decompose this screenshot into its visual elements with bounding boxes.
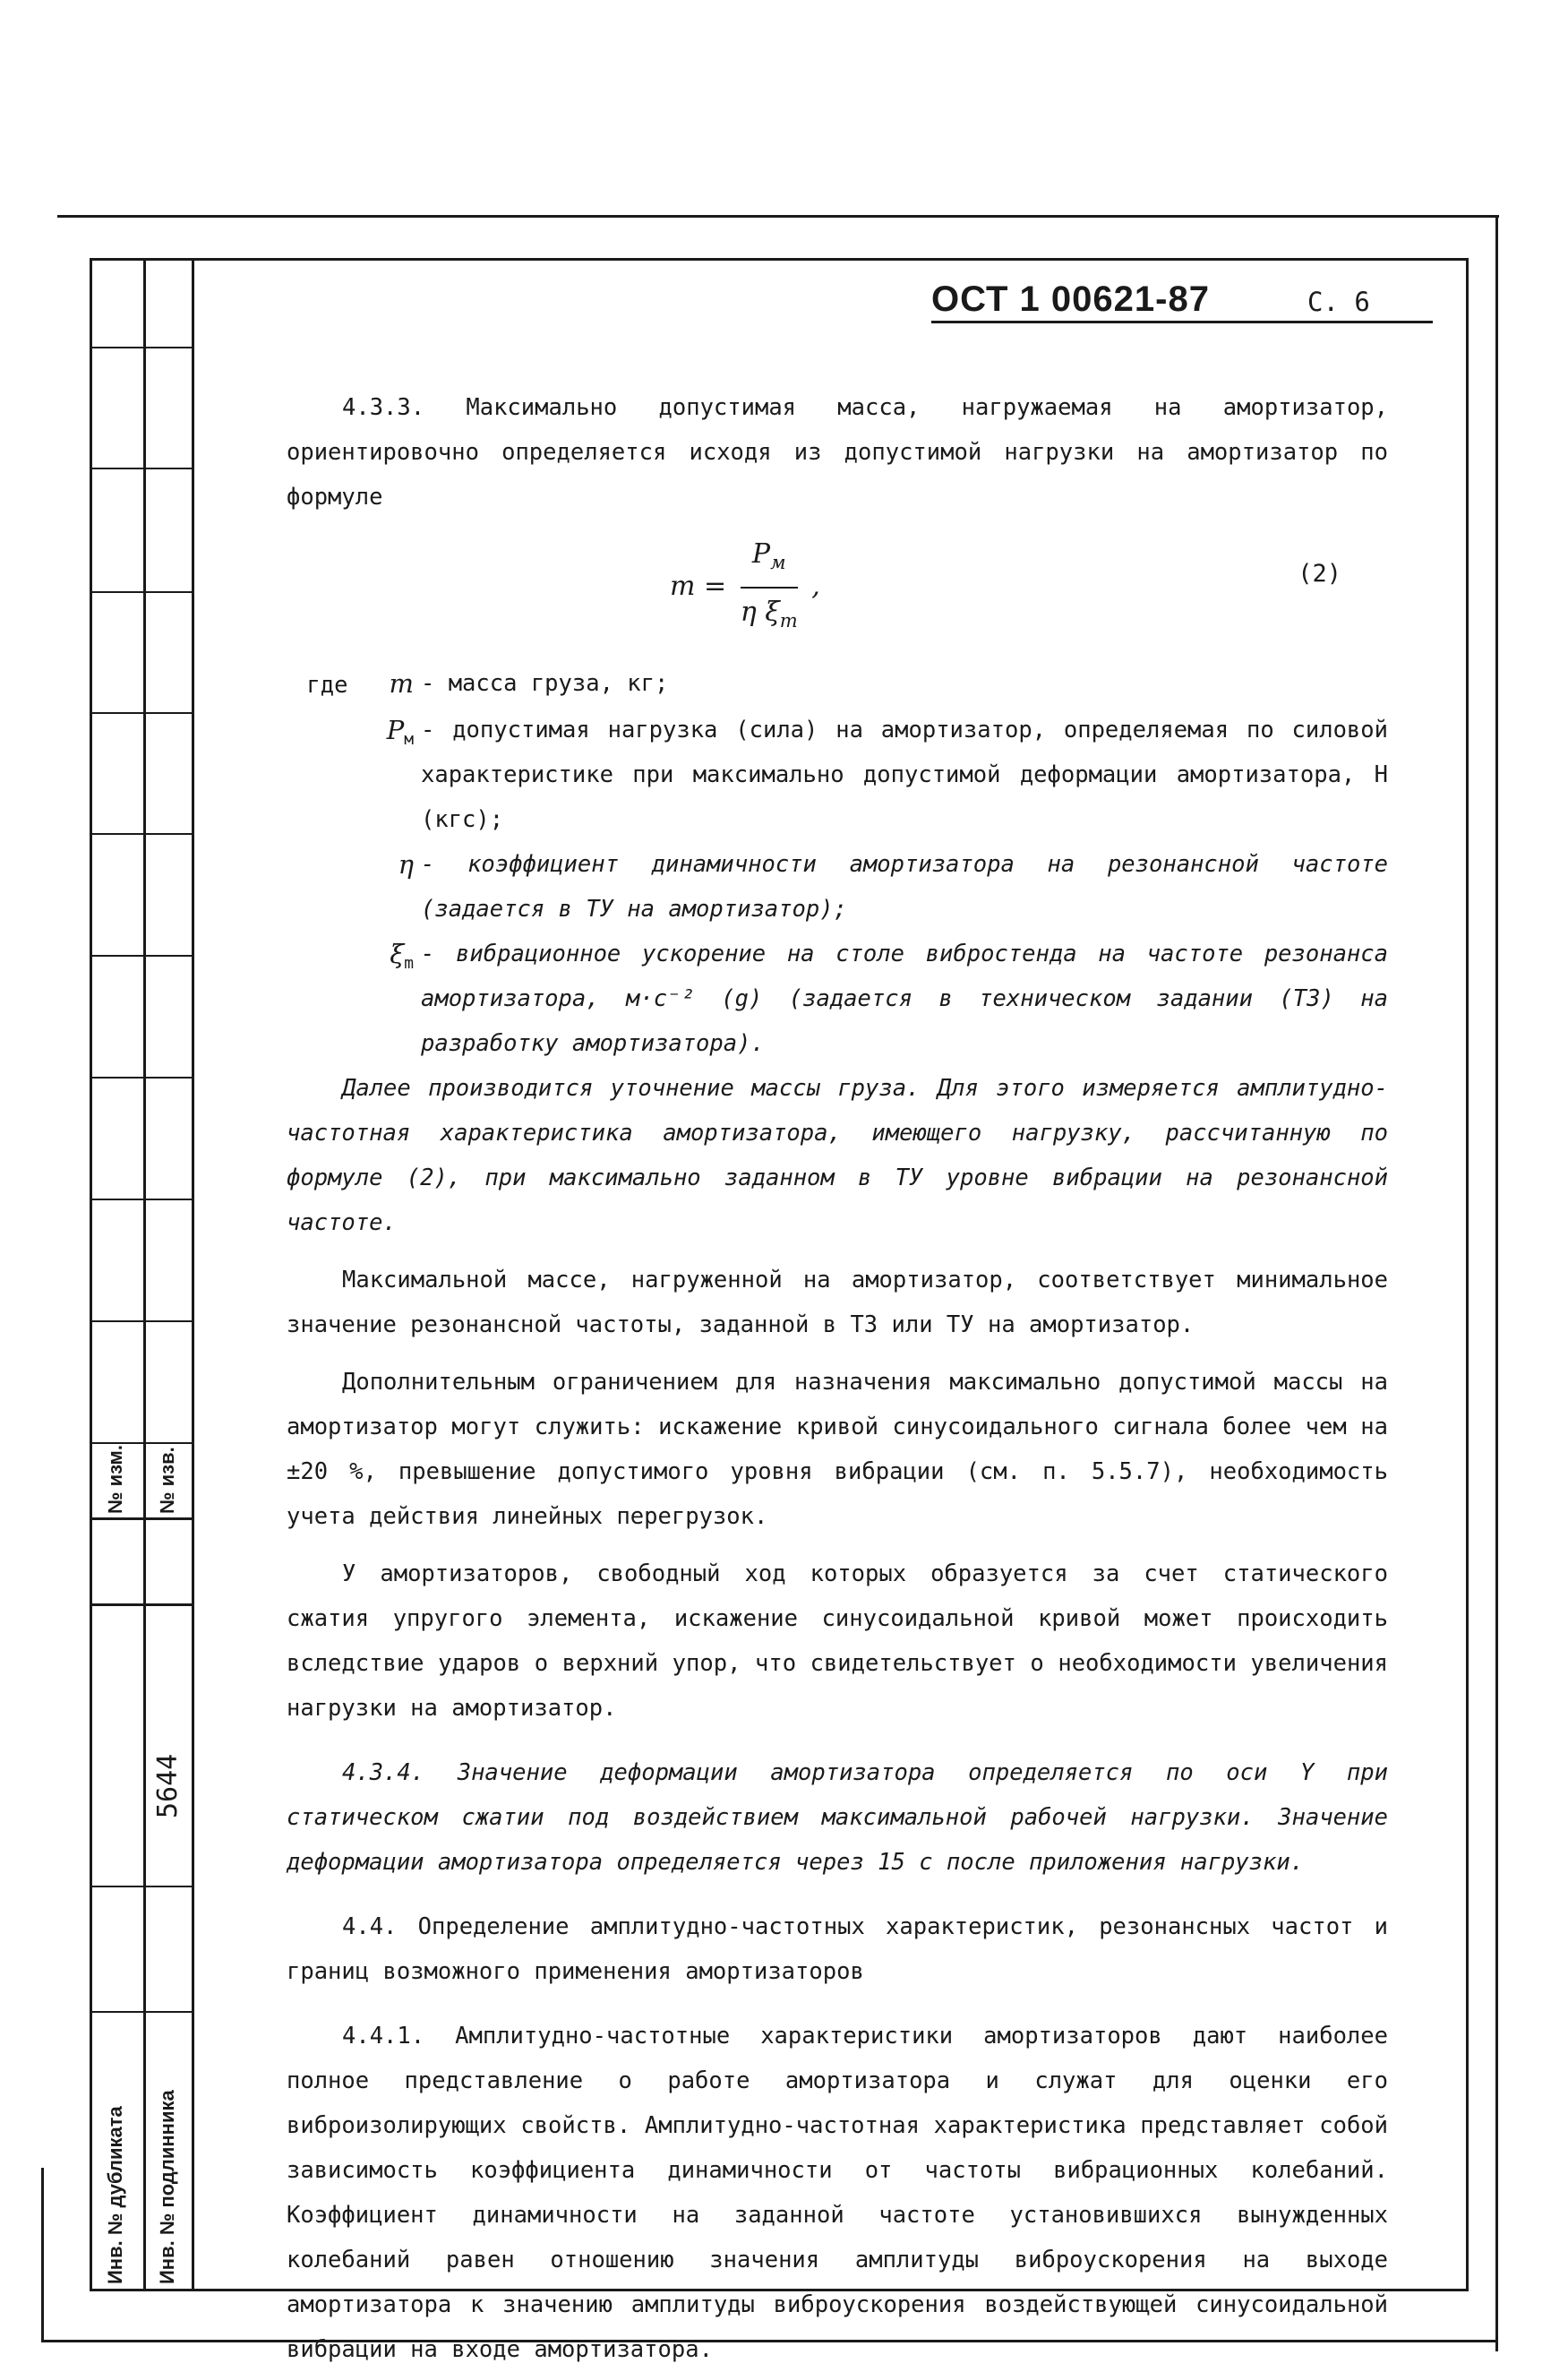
outer-right-line — [1495, 215, 1498, 2351]
stamp-left-line — [90, 258, 92, 2291]
stamp-hline — [90, 347, 193, 348]
den-symbol-xi: ξ — [765, 597, 780, 628]
para-additional-limit: Дополнительным ограничением для назначения максимально допустимой массы на амортизатор могут служить: искажение кривой синусоидального сигнала более чем на ±20 %, превышение допустимого уровня вибрации (см. п. 5.5.7), необходимость учета действия линейных перегрузок. — [287, 1369, 1388, 1530]
para-4-3-4: 4.3.4. Значение деформации амортизатора определяется по оси Y при статическом сжатии под воздействием максимальной рабочей нагрузки. Значение деформации амортизатора определяется через 15 с после приложения нагрузки. — [287, 1759, 1388, 1876]
page-number: С. 6 — [1307, 287, 1370, 317]
stamp-hline — [90, 1199, 193, 1200]
where-word: где — [306, 672, 348, 699]
stamp-hline — [90, 833, 193, 835]
formula-fraction — [741, 532, 798, 643]
para-4-3-3: 4.3.3. Максимально допустимая масса, нагружаемая на амортизатор, ориентировочно определяется исходя из допустимой нагрузки на амортизатор по формуле — [287, 394, 1388, 511]
formula-eq: = — [704, 571, 727, 602]
para-4-4-1: 4.4.1. Амплитудно-частотные характеристики амортизаторов дают наиболее полное представление о работе амортизатора и служат для оценки его виброизолирующих свойств. Амплитудно-частотная характеристика представляет собой зависимость коэффициента динамичности от частоты вибрационных колебаний. Коэффициент динамичности на заданной частоте установившихся вынужденных колебаний равен отношению значения амплитуды виброускорения на выходе амортизатора к значению амплитуды виброускорения воздействующей синусоидальной вибрации на входе амортизатора. — [287, 2023, 1388, 2363]
stamp-hline — [90, 591, 193, 593]
stamp-hline — [90, 1320, 193, 1322]
stamp-izv-label: № изв. — [156, 1447, 178, 1514]
def-text: - допустимая нагрузка (сила) на амортизатор, определяемая по силовой характеристике при максимально допустимой деформации амортизатора, Н (кгс); — [421, 717, 1388, 833]
formula-lhs: m — [670, 571, 696, 602]
def-symbol: η — [398, 849, 414, 880]
definitions-list — [287, 661, 1388, 1066]
definition-item — [287, 708, 1388, 842]
stamp-hline — [90, 1442, 193, 1444]
definition-item — [287, 842, 1388, 932]
def-subscript: m — [404, 954, 414, 974]
stamp-hline — [90, 712, 193, 714]
den-subscript: m — [779, 610, 798, 632]
stamp-hline — [90, 2011, 193, 2013]
document-code: ОСТ 1 00621-87 — [931, 279, 1210, 319]
top-border-line — [57, 215, 1499, 218]
definition-item — [287, 661, 1388, 708]
def-symbol: ξ — [390, 939, 405, 969]
document-body — [287, 385, 1388, 2372]
def-symbol: P — [386, 715, 405, 745]
stamp-hline — [90, 1517, 193, 1520]
def-text: - коэффициент динамичности амортизатора на резонансной частоте (задается в ТУ на амортизатор); — [421, 851, 1388, 923]
den-symbol-eta: η — [740, 597, 757, 628]
formula-expression — [670, 532, 820, 643]
formula-number: (2) — [1298, 560, 1341, 588]
num-symbol: P — [751, 538, 771, 570]
def-symbol: m — [389, 668, 414, 699]
frame-right-line — [1466, 258, 1469, 2291]
stamp-inv-dubl-label: Инв. № дубликата — [104, 2106, 126, 2284]
stamp-hline — [90, 468, 193, 469]
formula-denominator — [741, 589, 798, 643]
stamp-izm-label: № изм. — [104, 1445, 126, 1514]
stamp-inv-podl-label: Инв. № подлинника — [156, 2090, 178, 2284]
para-max-mass: Максимальной массе, нагруженной на амортизатор, соответствует минимальное значение резонансной частоты, заданной в ТЗ или ТУ на амортизатор. — [287, 1267, 1388, 1338]
stamp-hline — [90, 1603, 193, 1606]
formula-2 — [287, 527, 1388, 643]
outer-left-line — [41, 2168, 44, 2342]
stamp-hline — [90, 1077, 193, 1079]
num-subscript: м — [770, 552, 786, 573]
para-free-travel: У амортизаторов, свободный ход которых образуется за счет статического сжатия упругого элемента, искажение синусоидальной кривой может происходить вследствие ударов о верхний упор, что свидетельствует о необходимости увеличения нагрузки на амортизатор. — [287, 1560, 1388, 1722]
para-clarify-mass: Далее производится уточнение массы груза. Для этого измеряется амплитудно-частотная характеристика амортизатора, имеющего нагрузку, рассчитанную по формуле (2), при максимально заданном в ТУ уровне вибрации на резонансной частоте. — [287, 1075, 1388, 1236]
def-text: - масса груза, кг; — [421, 670, 669, 697]
para-4-4: 4.4. Определение амплитудно-частотных характеристик, резонансных частот и границ возможного применения амортизаторов — [287, 1913, 1388, 1985]
stamp-hline — [90, 955, 193, 957]
stamp-hline — [90, 1886, 193, 1887]
formula-tail: , — [811, 571, 820, 602]
formula-numerator — [741, 532, 798, 589]
def-subscript: м — [404, 730, 414, 750]
stamp-mid-line — [143, 258, 146, 2291]
frame-top-line — [90, 258, 1469, 261]
def-text: - вибрационное ускорение на столе вибростенда на частоте резонанса амортизатора, м·с⁻² (g) (задается в техническом задании (ТЗ) на разработку амортизатора). — [421, 941, 1388, 1057]
definition-item — [287, 932, 1388, 1066]
stamp-right-line — [192, 258, 194, 2291]
header-underline — [931, 321, 1433, 323]
stamp-inv-podl-value: 5644 — [152, 1753, 184, 1818]
